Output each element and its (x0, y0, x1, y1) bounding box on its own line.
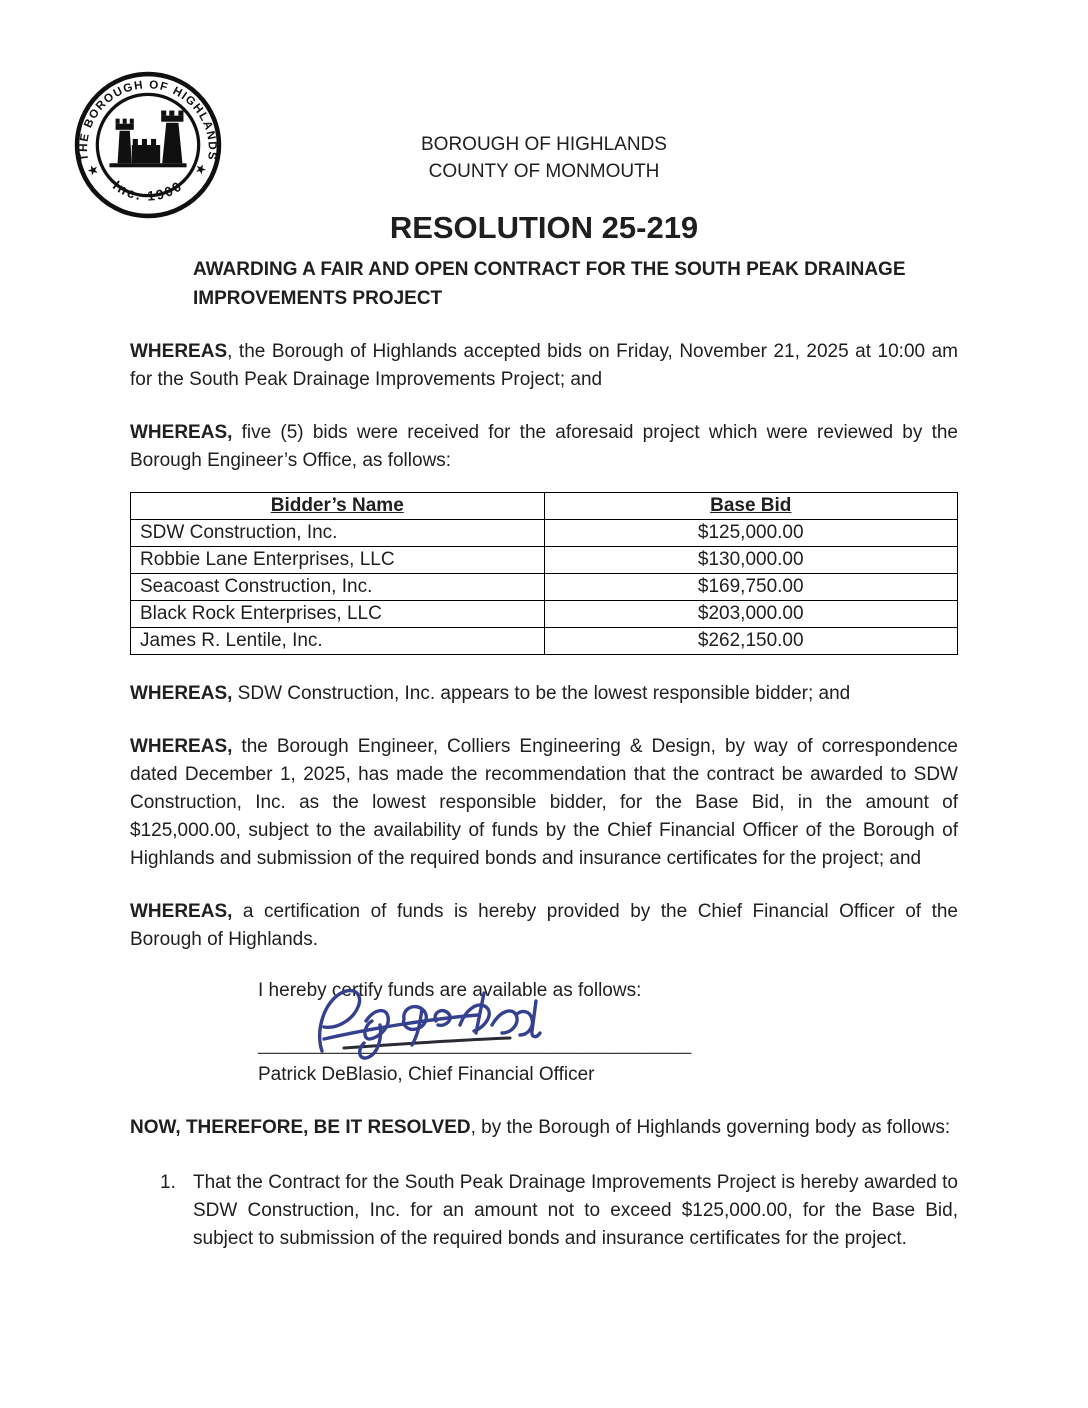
table-row (131, 628, 958, 655)
table-row (131, 547, 958, 574)
bidder-name-cell: Black Rock Enterprises, LLC (131, 601, 545, 628)
document-header (130, 0, 958, 185)
seal-star-right-icon: ★ (192, 159, 210, 179)
bidder-name-cell: Robbie Lane Enterprises, LLC (131, 547, 545, 574)
bid-table-header-row (131, 493, 958, 520)
base-bid-cell: $262,150.00 (544, 628, 958, 655)
whereas-paragraph-2 (130, 419, 958, 475)
seal-ring-text: THE BOROUGH OF HIGHLANDS (77, 78, 219, 162)
resolved-list (130, 1169, 958, 1253)
bidder-name-header: Bidder’s Name (131, 493, 545, 520)
header-borough-line: BOROUGH OF HIGHLANDS (421, 134, 667, 155)
table-row (131, 574, 958, 601)
list-item (130, 1169, 958, 1253)
resolved-body: , by the Borough of Highlands governing body as follows: (470, 1117, 951, 1138)
table-row (131, 601, 958, 628)
whereas-body: a certification of funds is hereby provided by the Chief Financial Officer of the Borough of Highlands. (130, 901, 958, 950)
whereas-paragraph-1 (130, 338, 958, 394)
bid-table (130, 492, 958, 655)
whereas-body: five (5) bids were received for the aforesaid project which were reviewed by the Borough Engineer’s Office, as follows: (130, 422, 958, 471)
certification-block (258, 977, 958, 1089)
signature-area (258, 1005, 958, 1053)
signer-name: Patrick DeBlasio, Chief Financial Officer (258, 1064, 595, 1085)
bidder-name-cell: Seacoast Construction, Inc. (131, 574, 545, 601)
borough-seal (73, 70, 223, 220)
bidder-name-cell: James R. Lentile, Inc. (131, 628, 545, 655)
whereas-paragraph-3 (130, 680, 958, 708)
subtitle-line-1: AWARDING A FAIR AND OPEN CONTRACT FOR THE SOUTH PEAK DRAINAGE (193, 259, 906, 280)
base-bid-header: Base Bid (544, 493, 958, 520)
whereas-lead: WHEREAS, (130, 683, 233, 704)
seal-star-left-icon: ★ (84, 160, 102, 180)
whereas-lead: WHEREAS, (130, 422, 233, 443)
whereas-body: , the Borough of Highlands accepted bids on Friday, November 21, 2025 at 10:00 am for the South Peak Drainage Improvements Project; and (130, 341, 958, 390)
bidder-name-cell: SDW Construction, Inc. (131, 520, 545, 547)
whereas-body: SDW Construction, Inc. appears to be the lowest responsible bidder; and (232, 683, 851, 704)
seal-castle-icon (109, 111, 186, 168)
base-bid-cell: $203,000.00 (544, 601, 958, 628)
header-county-line: COUNTY OF MONMOUTH (428, 161, 660, 182)
signature-line: _________________________________________ (258, 1034, 692, 1055)
whereas-paragraph-5 (130, 898, 958, 954)
whereas-paragraph-4 (130, 733, 958, 873)
seal-year-text: Inc. 1900 (110, 177, 186, 204)
certification-intro: I hereby certify funds are available as follows: (258, 980, 642, 1001)
whereas-lead: WHEREAS, (130, 901, 233, 922)
whereas-lead: WHEREAS, (130, 736, 233, 757)
resolution-title: RESOLUTION 25-219 (389, 210, 699, 245)
subtitle-line-2: IMPROVEMENTS PROJECT (193, 288, 443, 309)
resolution-subtitle (193, 255, 958, 313)
base-bid-cell: $169,750.00 (544, 574, 958, 601)
base-bid-cell: $125,000.00 (544, 520, 958, 547)
whereas-lead: WHEREAS (130, 341, 228, 362)
base-bid-cell: $130,000.00 (544, 547, 958, 574)
whereas-body: the Borough Engineer, Colliers Engineering & Design, by way of correspondence dated December 1, 2025, has made the recommendation that the contract be awarded to SDW Construction, Inc. as the lowest responsible bidder, for the Base Bid, in the amount of $125,000.00, subject to the availability of funds by the Chief Financial Officer of the Borough of Highlands and submission of the required bonds and insurance certificates for the project; and (130, 736, 958, 869)
list-item-text: That the Contract for the South Peak Drainage Improvements Project is hereby awarded to SDW Construction, Inc. for an amount not to exceed $125,000.00, for the Base Bid, subject to submission of the required bonds and insurance certificates for the project. (193, 1172, 958, 1249)
resolved-paragraph (130, 1114, 958, 1142)
list-item-number: 1. (160, 1172, 176, 1193)
table-row (131, 520, 958, 547)
resolved-lead: NOW, THEREFORE, BE IT RESOLVED (130, 1117, 471, 1138)
